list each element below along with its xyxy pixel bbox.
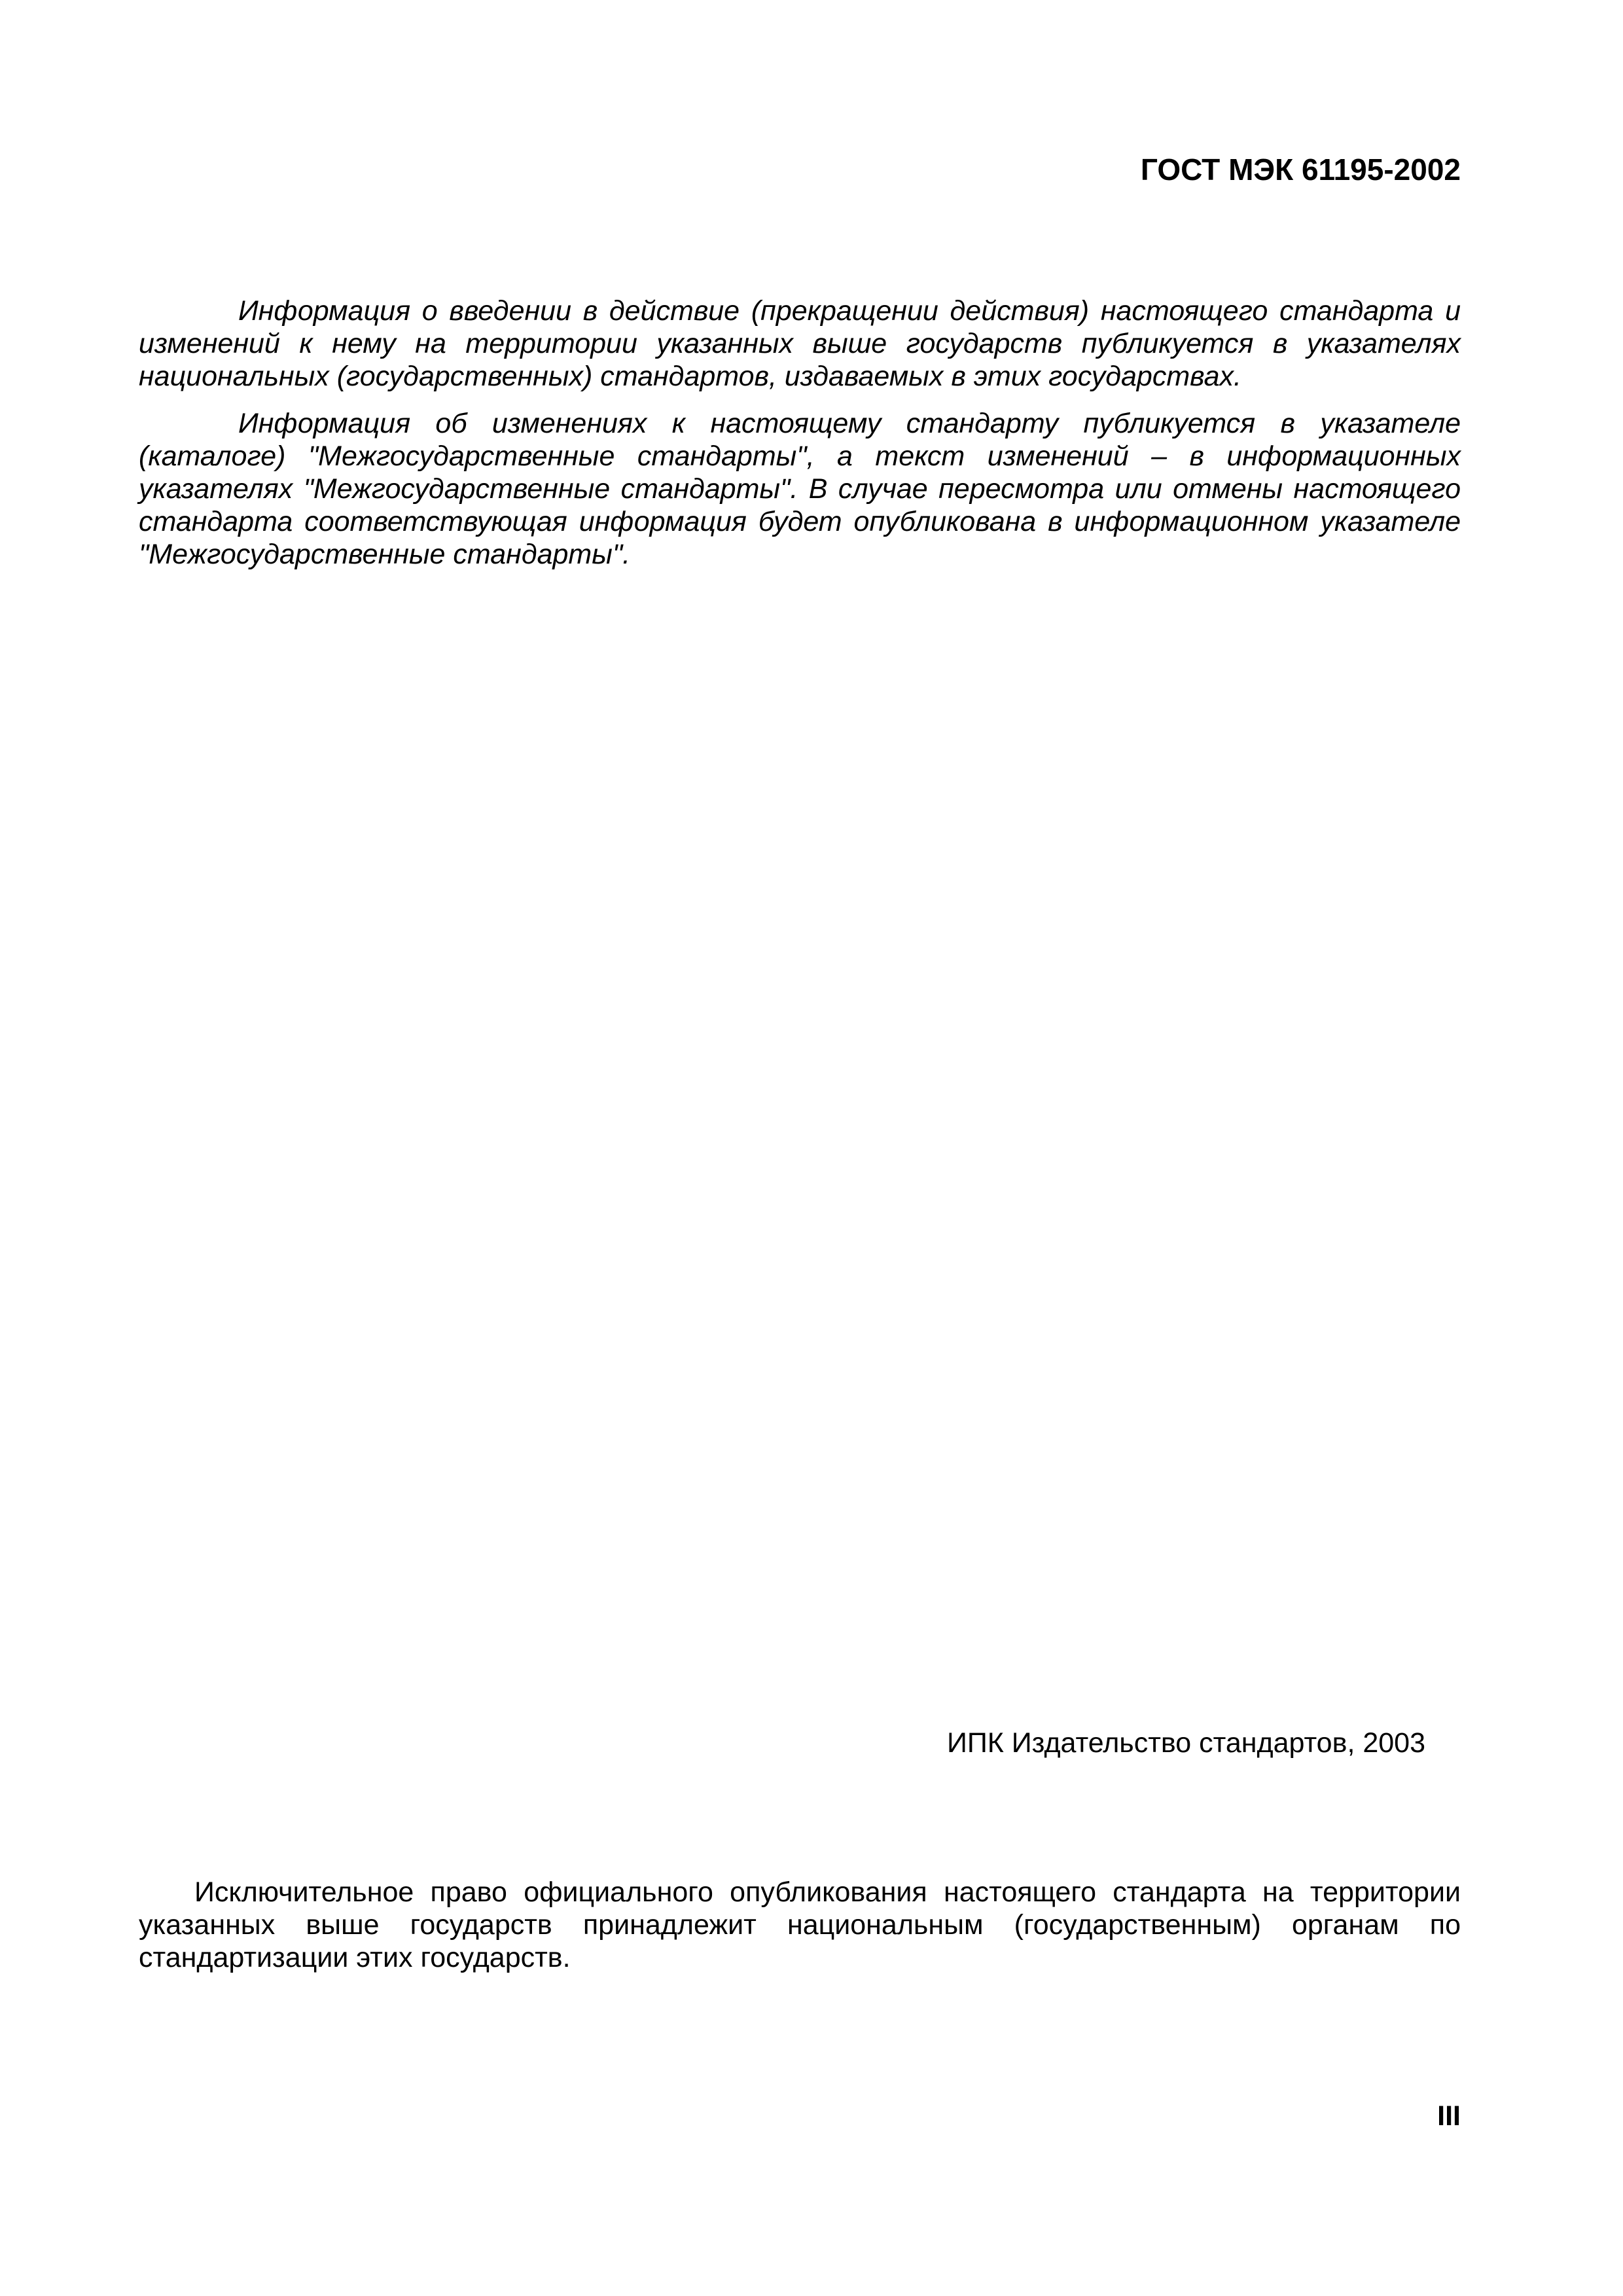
publisher-imprint: ИПК Издательство стандартов, 2003 <box>946 1727 1425 1759</box>
document-code: ГОСТ МЭК 61195-2002 <box>1140 152 1461 187</box>
page-number: III <box>1437 2100 1461 2132</box>
notice-paragraph-amendments: Информация об изменениях к настоящему стандарту публикуется в указателе (каталоге) "Межгосударственные стандарты", а текст изменений – в информационных указателях "Межгосударственные стандарты". В случае пересмотра или отмены настоящего стандарта соответствующая информация будет опубликована в информационном указателе "Межгосударственные стандарты". <box>139 408 1461 570</box>
notice-block <box>139 295 1461 585</box>
publication-rights-paragraph: Исключительное право официального опубликования настоящего стандарта на территории указанных выше государств принадлежит национальным (государственным) органам по стандартизации этих государств. <box>139 1876 1461 1973</box>
notice-paragraph-introduction: Информация о введении в действие (прекращении действия) настоящего стандарта и изменений к нему на территории указанных выше государств публикуется в указателях национальных (государственных) стандартов, издаваемых в этих государствах. <box>139 295 1461 392</box>
